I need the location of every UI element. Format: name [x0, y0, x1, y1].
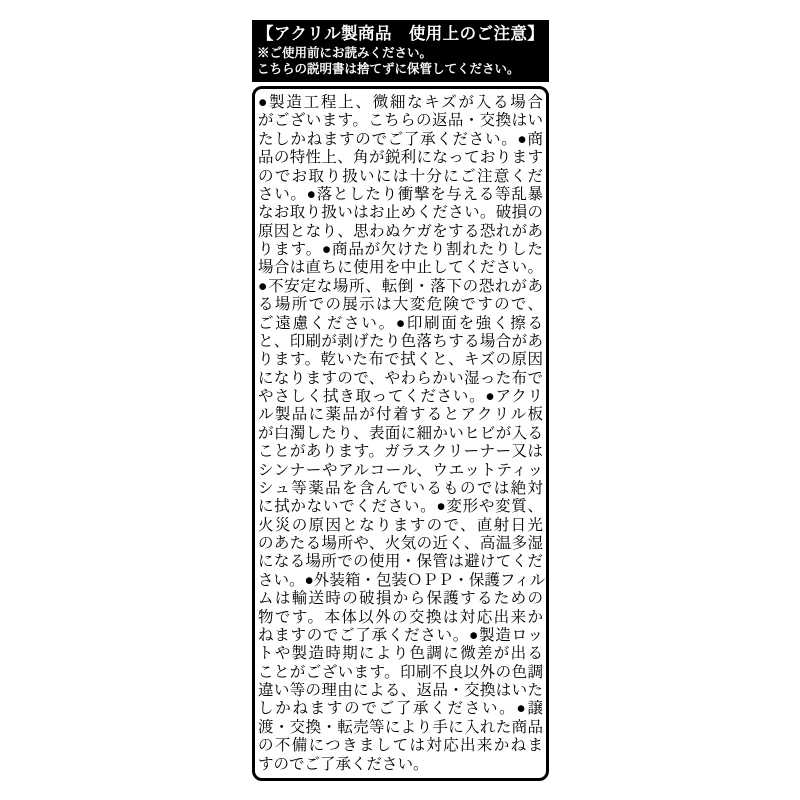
- notice-text-line: なお取り扱いはお止めください。破損の: [258, 204, 543, 222]
- notice-text-line: シュ等薬品を含んでいるものでは絶対: [258, 479, 543, 497]
- notice-text-line: がございます。こちらの返品・交換はい: [258, 112, 543, 130]
- notice-text-line: になる場所での使用・保管は避けてくだ: [258, 553, 543, 571]
- notice-text-line: ことがございます。印刷不良以外の色調: [258, 663, 543, 681]
- notice-text-line: たしかねますのでご了承ください。●商: [258, 130, 543, 148]
- notice-text-line: シンナーやアルコール、ウエットティッ: [258, 461, 543, 479]
- notice-text-line: 渡・交換・転売等により手に入れた商品: [258, 718, 543, 736]
- acrylic-care-notice-label: [252, 20, 549, 781]
- notice-text-line: 原因となり、思わぬケガをする恐れがあ: [258, 222, 543, 240]
- notice-header: [252, 20, 549, 82]
- notice-text-line: に拭かないでください。●変形や変質、: [258, 498, 543, 516]
- notice-text-line: ご遠慮ください。●印刷面を強く擦る: [258, 314, 543, 332]
- notice-text-line: 場合は直ちに使用を中止してください。: [258, 259, 543, 277]
- notice-text-line: さい。●外装箱・包装ＯＰＰ・保護フィル: [258, 571, 546, 589]
- notice-text-line: やさしく拭き取ってください。●アクリ: [258, 388, 543, 405]
- notice-text-line: になりますので、やわらかい湿った布で: [258, 369, 543, 387]
- notice-text-line: ねますのでご了承ください。●製造ロッ: [258, 626, 543, 644]
- notice-text-line: のでお取り扱いには十分にご注意くだ: [258, 167, 543, 185]
- notice-text-line: ムは輸送時の破損から保護するための: [258, 590, 543, 608]
- notice-text-line: 物です。本体以外の交換は対応出来か: [258, 608, 543, 626]
- notice-text-line: すのでご了承ください。: [258, 755, 429, 773]
- notice-text-line: ります。乾いた布で拭くと、キズの原因: [258, 351, 543, 369]
- notice-text-line: 違い等の理由による、返品・交換はいた: [258, 682, 543, 699]
- notice-text-line: る場所での展示は大変危険ですので、: [258, 296, 543, 314]
- notice-text-line: ル製品に薬品が付着するとアクリル板: [258, 406, 543, 424]
- notice-text-line: ります。●商品が欠けたり割れたりした: [258, 241, 543, 258]
- notice-text-line: のあたる場所や、火気の近く、高温多湿: [258, 535, 543, 552]
- notice-text-line: ●不安定な場所、転倒・落下の恐れがあ: [258, 277, 543, 295]
- notice-text-line: さい。●落としたり衝撃を与える等乱暴: [258, 185, 543, 203]
- notice-title: 【アクリル製商品 使用上のご注意】: [257, 25, 544, 43]
- notice-subnote-line-2: こちらの説明書は捨てずに保管してください。: [257, 61, 520, 76]
- notice-text-line: しかねますのでご了承ください。●譲: [258, 700, 543, 718]
- notice-text-line: ことがあります。ガラスクリーナー又は: [258, 443, 543, 461]
- notice-body-text-box: [252, 86, 549, 781]
- notice-text-line: 火災の原因となりますので、直射日光: [258, 516, 543, 534]
- notice-text-line: と、印刷が剥げたり色落ちする場合があ: [258, 332, 543, 350]
- notice-text-line: の不備につきましては対応出来かねま: [258, 737, 543, 755]
- notice-subnote-line-1: ※ご使用前にお読みください。: [257, 46, 433, 60]
- notice-text-line: 品の特性上、角が鋭利になっております: [258, 149, 543, 167]
- notice-text-line: が白濁したり、表面に細かいヒビが入る: [258, 424, 543, 442]
- notice-text-line: ●製造工程上、微細なキズが入る場合: [258, 94, 543, 111]
- notice-text-line: トや製造時期により色調に微差が出る: [258, 645, 543, 663]
